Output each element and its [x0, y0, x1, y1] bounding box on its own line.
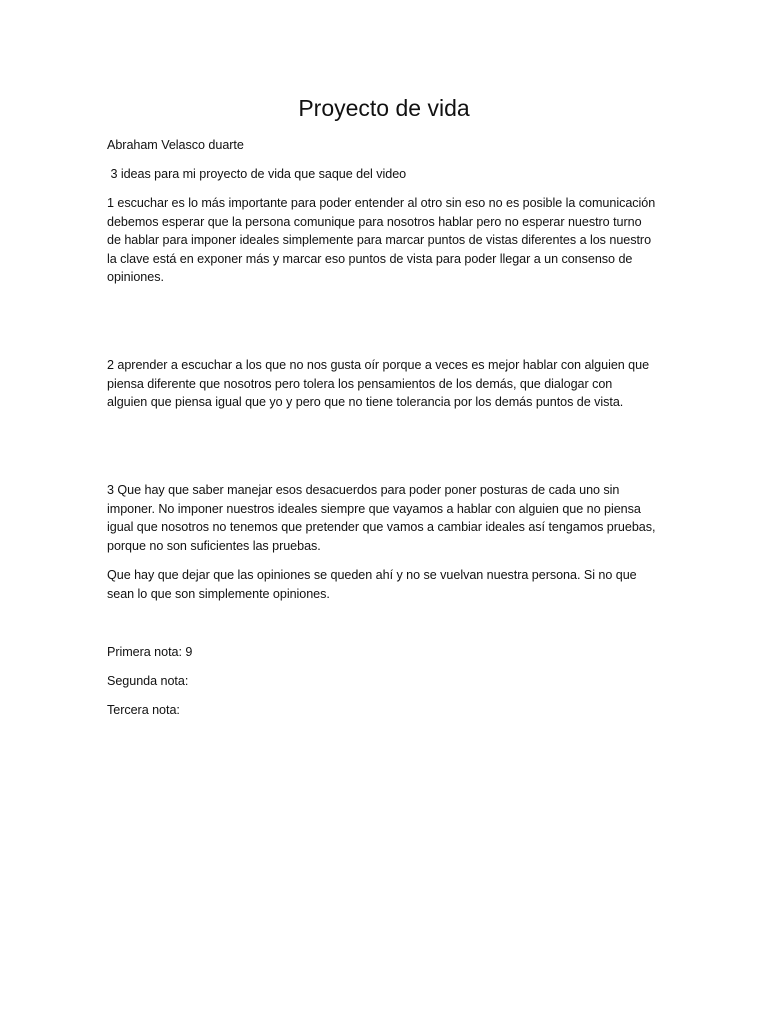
- idea-3-line: 3 Que hay que saber manejar esos desacuerdos para poder poner posturas de cada uno sin: [107, 483, 620, 497]
- idea-3-line: imponer. No imponer nuestros ideales siempre que vayamos a hablar con alguien que no piensa: [107, 501, 641, 516]
- closing-line: sean lo que son simplemente opiniones.: [107, 586, 330, 601]
- idea-3-line: igual que nosotros no tenemos que pretender que vamos a cambiar ideales así tengamos pruebas,: [107, 520, 656, 535]
- idea-3-line: porque no son suficientes las pruebas.: [107, 538, 321, 553]
- closing-line: Que hay que dejar que las opiniones se queden ahí y no se vuelvan nuestra persona. Si no que: [107, 568, 637, 582]
- document-title: Proyecto de vida: [298, 95, 470, 121]
- idea-1-line: la clave está en exponer más y marcar eso puntos de vista para poder llegar a un consenso de: [107, 251, 633, 266]
- third-grade-label: Tercera nota:: [107, 703, 180, 717]
- second-grade-label: Segunda nota:: [107, 674, 189, 688]
- idea-1-line: debemos esperar que la persona comunique para nosotros hablar pero no esperar nuestro turno: [107, 214, 642, 229]
- idea-2-line: piensa diferente que nosotros pero tolera los pensamientos de los demás, que dialogar con: [107, 376, 613, 391]
- third-grade: [107, 701, 663, 720]
- idea-2-line: alguien que piensa igual que yo y pero que no tiene tolerancia por los demás puntos de vista.: [107, 395, 624, 410]
- closing-paragraph: [107, 566, 663, 603]
- second-grade: [107, 672, 663, 691]
- idea-1-line: de hablar para imponer ideales simplemente para marcar puntos de vistas diferentes a los nuestro: [107, 233, 652, 248]
- idea-3-paragraph: [107, 481, 663, 555]
- author-name: [107, 136, 663, 155]
- author-line: Abraham Velasco duarte: [107, 138, 244, 152]
- intro-paragraph: [107, 165, 663, 184]
- idea-1-line: 1 escuchar es lo más importante para poder entender al otro sin eso no es posible la comunicación: [107, 196, 656, 210]
- intro-line: 3 ideas para mi proyecto de vida que saque del video: [107, 167, 407, 181]
- idea-2-paragraph: [107, 356, 663, 412]
- idea-2-line: 2 aprender a escuchar a los que no nos gusta oír porque a veces es mejor hablar con alguien que: [107, 358, 650, 372]
- idea-1-line: opiniones.: [107, 270, 164, 285]
- idea-1-paragraph: [107, 194, 663, 287]
- first-grade: [107, 643, 663, 662]
- first-grade-label: Primera nota: 9: [107, 645, 193, 659]
